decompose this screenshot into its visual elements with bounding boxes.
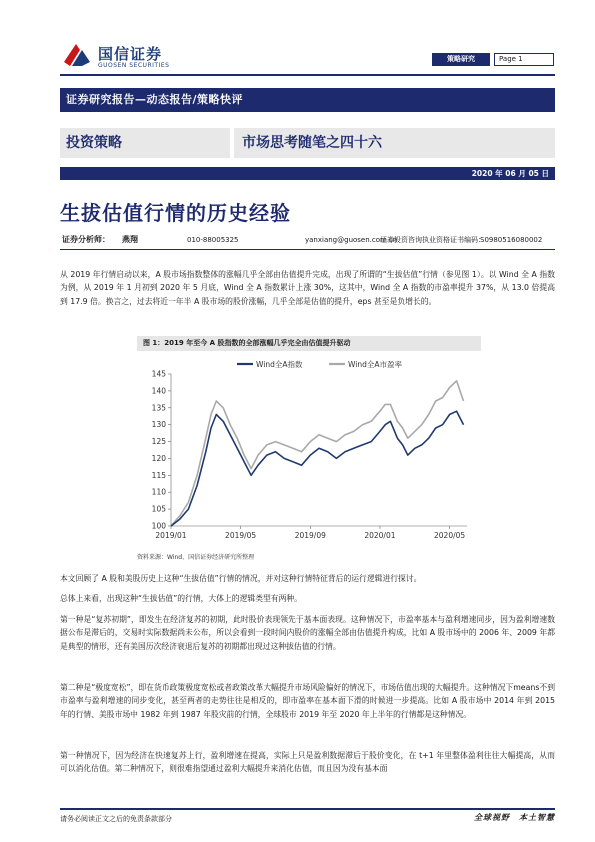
x-tick-label: 2019/01 xyxy=(155,531,187,540)
page-title: 生拔估值行情的历史经验 xyxy=(60,201,291,225)
legend-label: Wind全A市盈率 xyxy=(348,360,402,369)
report-date: 2020 年 06 月 05 日 xyxy=(60,167,555,180)
guosen-logo xyxy=(60,40,200,74)
header-tag: 策略研究 xyxy=(432,53,490,66)
x-tick-label: 2020/01 xyxy=(364,531,396,540)
figure-source: 资料来源：Wind、国信证券经济研究所整理 xyxy=(137,554,255,561)
y-tick-label: 145 xyxy=(151,369,166,379)
legend-label: Wind全A指数 xyxy=(256,360,303,369)
y-tick-label: 120 xyxy=(151,453,166,463)
analyst-email: yanxiang@guosen.com.cn xyxy=(305,236,398,244)
chart-legend xyxy=(237,359,402,369)
x-tick-label: 2020/05 xyxy=(434,531,466,540)
line-chart xyxy=(137,352,481,544)
analyst-rule xyxy=(60,249,555,250)
paragraph-scope: 本文回顾了 A 股和美股历史上这种“生拔估值”行情的情况，并对这种行情特征背后的运行逻辑进行探讨。 xyxy=(60,574,422,583)
footer-rule xyxy=(60,808,555,810)
paragraph-intro: 从 2019 年行情启动以来，A 股市场指数整体的涨幅几乎全部由估值提升完成，出现了所谓的“生拔估值”行情（参见图 1）。以 Wind 全 A 指数为例，从 2019 年 1 月初到 2020 年 5 月底，Wind 全 A 指数累计上涨 30%，这其中，Wind 全 A 指数的市盈率提升 37%，从 13.0 倍提高到 17.9 倍。换言之，过去将近一年半 A 股市场的股价涨幅，几乎全部是估值的提升，eps 甚至是负增长的。 xyxy=(60,270,555,306)
y-tick-label: 110 xyxy=(151,487,166,497)
report-category: 投资策略 xyxy=(66,135,122,151)
series-line-pe xyxy=(171,381,464,526)
report-type-band: 证券研究报告—动态报告/策略快评 xyxy=(60,88,555,112)
analyst-cert-number: S0980516080002 xyxy=(480,236,543,244)
analyst-info xyxy=(60,232,555,248)
x-tick-label: 2019/05 xyxy=(225,531,257,540)
y-tick-label: 125 xyxy=(151,437,166,447)
footer-disclaimer: 请务必阅读正文之后的免责条款部分 xyxy=(60,815,172,823)
x-tick-label: 2019/09 xyxy=(294,531,326,540)
header-rule xyxy=(60,74,555,76)
series-title: 市场思考随笔之四十六 xyxy=(242,135,382,151)
paragraph-type-two: 第二种是“极度宽松”，即在货币政策极度宽松或者政策改革大幅提升市场风险偏好的情况下，市场估值出现的大幅提升。这种情况下means不到市盈率与盈利增速的同步变化，甚至两者的走势往往是相反的，即市盈率在基本面下滑的时候进一步提高。比如 A 股市场中 2014 年到 2015 年的行情、美股市场中 1982 年到 1987 年股灾前的行情，全球股市 2019 年至 2020 年上半年的行情都是这种情况。 xyxy=(60,683,555,719)
chart-series-group xyxy=(171,381,464,526)
y-tick-label: 140 xyxy=(151,386,166,396)
paragraph-comparison: 第一种情况下，因为经济在快速复苏上行，盈利增速在提高，实际上只是盈利数据滞后于股价变化，在 t+1 年里整体盈利往往大幅提高，从而可以消化估值。第二种情况下，则很难指望通过盈利大幅提升来消化估值，而且因为没有基本面 xyxy=(60,751,555,774)
brand-name-en: GUOSEN SECURITIES xyxy=(98,62,170,69)
brand-name-cn: 国信证券 xyxy=(98,45,163,63)
analyst-cert-label: 证券投资咨询执业资格证书编码： xyxy=(380,236,485,244)
footer-slogan: 全球视野 本土智慧 xyxy=(474,813,555,822)
chart-axes xyxy=(152,370,467,541)
figure-title: 图 1：2019 年至今 A 股指数的全部涨幅几乎完全由估值提升驱动 xyxy=(137,336,481,351)
paragraph-type-one: 第一种是“复苏初期”，即发生在经济复苏的初期，此时股价表现领先于基本面表现。这种情况下，市盈率基本与盈利增速同步，因为盈利增速数据公布是滞后的，交易时实际数据尚未公布，所以会看到一段时间内股价的涨幅全部由估值提升构成，比如 A 股市场中的 2006 年、2009 年都是典型的情形，还有美国历次经济衰退后复苏的初期都出现过这种拔估值的行情。 xyxy=(60,615,555,651)
y-tick-label: 135 xyxy=(151,403,166,413)
paragraph-summary: 总体上来看，出现这种“生拔估值”的行情，大体上的逻辑类型有两种。 xyxy=(60,594,302,603)
analyst-name: 燕翔 xyxy=(122,235,138,244)
y-tick-label: 130 xyxy=(151,420,166,430)
y-tick-label: 105 xyxy=(151,504,166,514)
series-line-index xyxy=(171,411,464,526)
y-tick-label: 115 xyxy=(151,470,166,480)
y-tick-label: 100 xyxy=(151,521,166,531)
guosen-logo-mark-icon xyxy=(60,40,92,70)
analyst-label: 证券分析师： xyxy=(62,235,110,244)
analyst-phone: 010-88005325 xyxy=(187,236,239,244)
page-number: Page 1 xyxy=(494,53,554,66)
topic-row xyxy=(60,128,555,158)
topic-separator xyxy=(230,128,234,158)
